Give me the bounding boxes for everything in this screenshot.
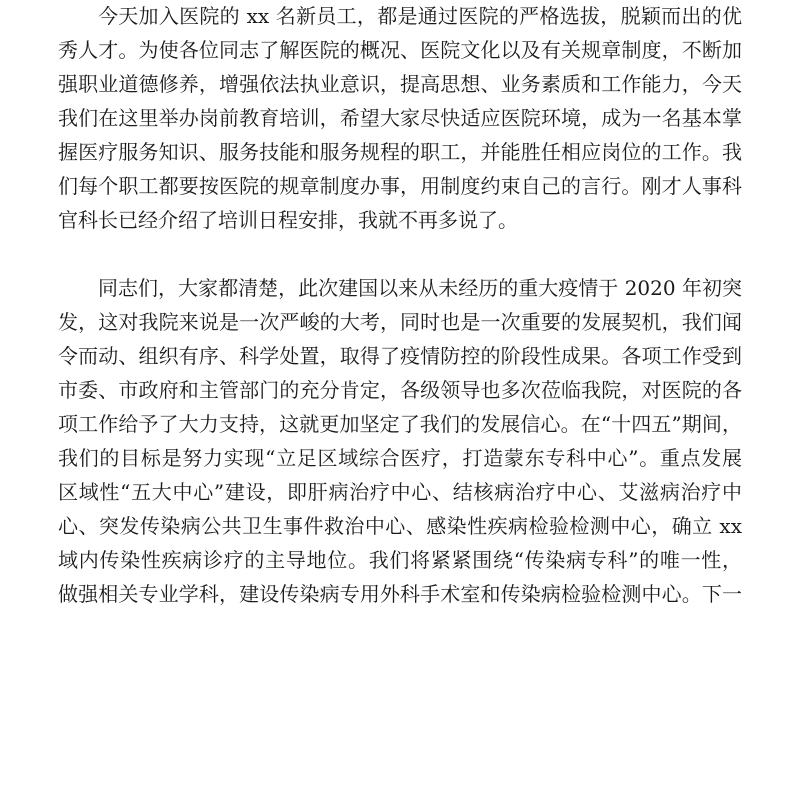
paragraph-1-line-1: 今天加入医院的 xx 名新员工，都是通过医院的严格选拔，脱颖而出的优	[98, 4, 742, 28]
paragraph-2-line-5: 项工作给予了大力支持，这就更加坚定了我们的发展信心。在“十四五”期间，	[58, 412, 742, 436]
paragraph-2-line-2: 发，这对我院来说是一次严峻的大考，同时也是一次重要的发展契机，我们闻	[58, 310, 742, 334]
paragraph-2-line-4: 市委、市政府和主管部门的充分肯定，各级领导也多次莅临我院，对医院的各	[58, 378, 742, 402]
paragraph-1-line-7: 官科长已经介绍了培训日程安排，我就不再多说了。	[58, 208, 518, 232]
paragraph-1-line-6: 们每个职工都要按医院的规章制度办事，用制度约束自己的言行。刚才人事科	[58, 174, 742, 198]
paragraph-1-line-5: 握医疗服务知识、服务技能和服务规程的职工，并能胜任相应岗位的工作。我	[58, 140, 742, 164]
paragraph-1-line-4: 我们在这里举办岗前教育培训，希望大家尽快适应医院环境，成为一名基本掌	[58, 106, 742, 130]
paragraph-1-line-3: 强职业道德修养，增强依法执业意识，提高思想、业务素质和工作能力，今天	[58, 72, 742, 96]
paragraph-1-line-2: 秀人才。为使各位同志了解医院的概况、医院文化以及有关规章制度，不断加	[58, 38, 742, 62]
paragraph-2-line-9: 域内传染性疾病诊疗的主导地位。我们将紧紧围绕“传染病专科”的唯一性，	[58, 548, 742, 572]
paragraph-2-line-8: 心、突发传染病公共卫生事件救治中心、感染性疾病检验检测中心，确立 xx	[58, 514, 742, 538]
paragraph-2-line-3: 令而动、组织有序、科学处置，取得了疫情防控的阶段性成果。各项工作受到	[58, 344, 742, 368]
paragraph-2-line-1: 同志们，大家都清楚，此次建国以来从未经历的重大疫情于 2020 年初突	[98, 276, 742, 300]
paragraph-2-line-7: 区域性“五大中心”建设，即肝病治疗中心、结核病治疗中心、艾滋病治疗中	[58, 480, 742, 504]
paragraph-2-line-10: 做强相关专业学科，建设传染病专用外科手术室和传染病检验检测中心。下一	[58, 582, 742, 606]
paragraph-2-line-6: 我们的目标是努力实现“立足区域综合医疗，打造蒙东专科中心”。重点发展	[58, 446, 742, 470]
